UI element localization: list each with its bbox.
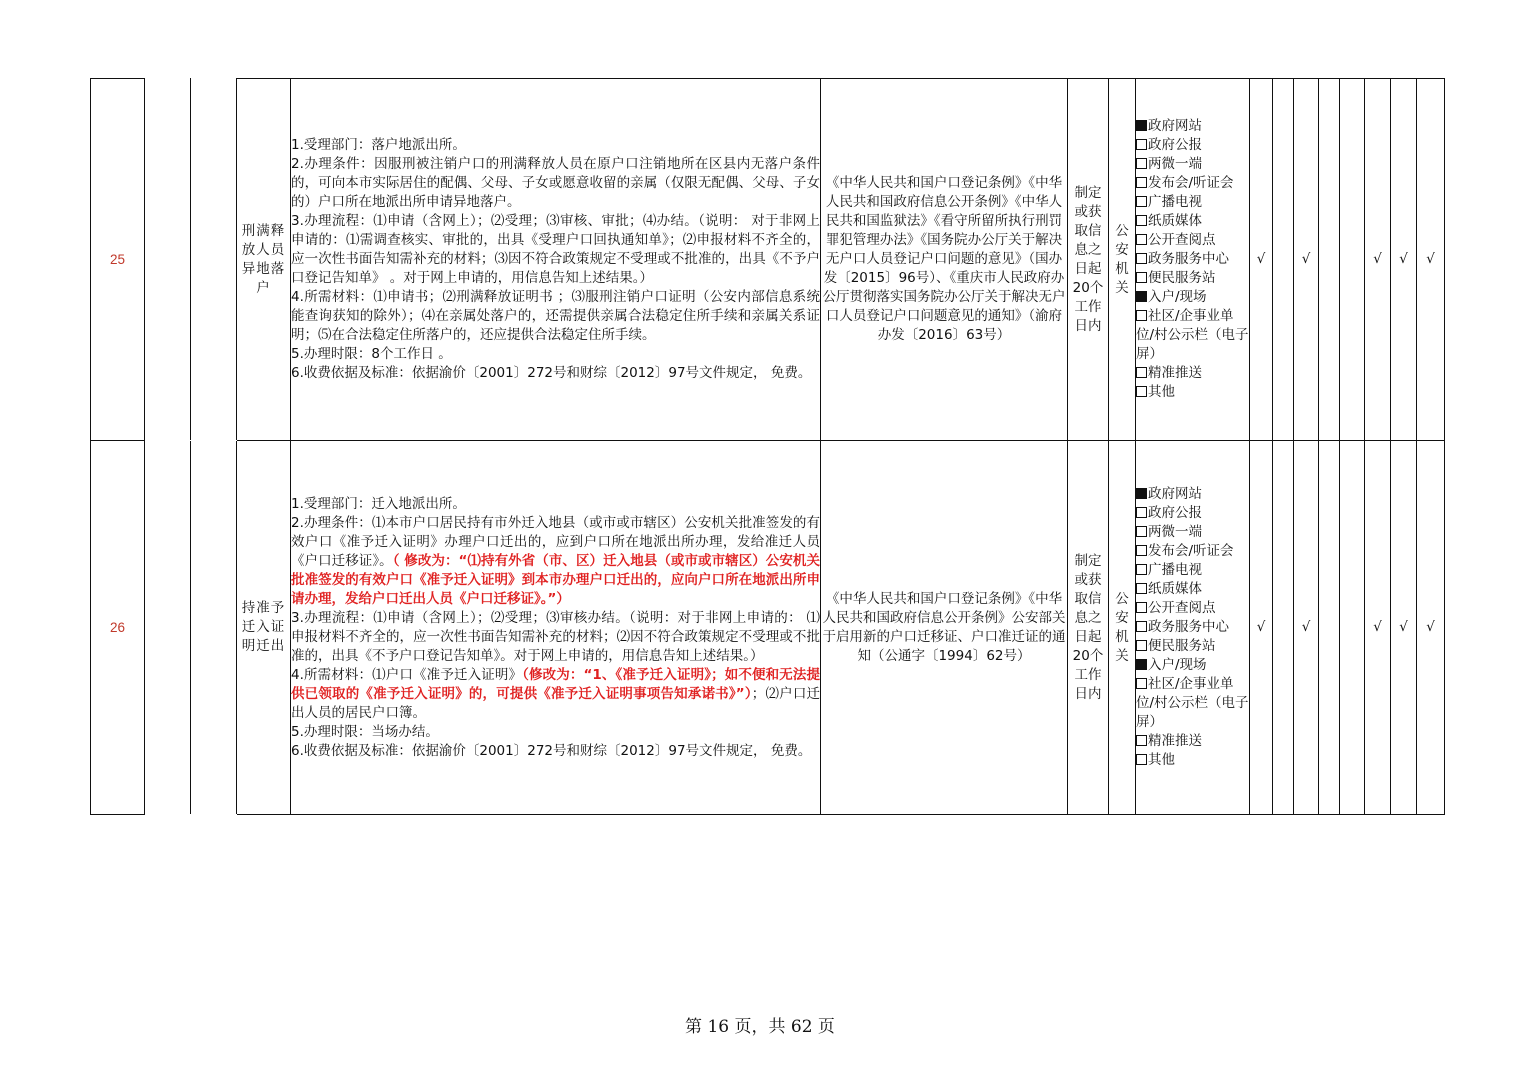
content-paragraph	[291, 666, 820, 723]
channel-label: 便民服务站	[1148, 638, 1216, 654]
sequence-number: 26	[91, 441, 145, 815]
checked-box-icon	[1136, 291, 1147, 302]
unchecked-box-icon	[1136, 545, 1147, 556]
unchecked-box-icon	[1136, 215, 1147, 226]
sequence-number: 25	[91, 79, 145, 441]
disclosure-channels	[1136, 441, 1250, 815]
page-footer: 第 16 页，共 62 页	[685, 1017, 835, 1037]
channel-option	[1136, 732, 1249, 751]
channel-option	[1136, 599, 1249, 618]
channel-option	[1136, 212, 1249, 231]
content-text: 2.办理条件：⑴本市户口居民持有市外迁入地县（或市或市辖区）公安机关批准签发的有效户口《准予迁入证明》办理户口迁出的，应到户口所在地派出所办理，发给准迁人员《户口迁移证》。	[291, 514, 820, 569]
content-paragraph	[291, 136, 820, 155]
channel-label: 公开查阅点	[1148, 600, 1216, 616]
table-row	[91, 441, 1445, 815]
checked-box-icon	[1136, 120, 1147, 131]
content-paragraph	[291, 742, 820, 761]
content-text: 1.受理部门：迁入地派出所。	[291, 495, 466, 512]
channel-label: 精准推送	[1148, 733, 1202, 749]
unchecked-box-icon	[1136, 621, 1147, 632]
check-mark-cell	[1273, 79, 1294, 441]
check-mark-cell	[1319, 441, 1340, 815]
check-mark-cell: √	[1417, 441, 1445, 815]
unchecked-box-icon	[1136, 526, 1147, 537]
check-mark-cell: √	[1250, 79, 1273, 441]
content-text: 5.办理时限：8个工作日 。	[291, 346, 452, 362]
unchecked-box-icon	[1136, 640, 1147, 651]
unchecked-box-icon	[1136, 310, 1147, 321]
channel-option	[1136, 675, 1249, 732]
content-text: ；⑵户口迁出人员的居民户口簿。	[291, 685, 820, 721]
content-paragraph	[291, 155, 820, 212]
check-mark-cell: √	[1391, 441, 1417, 815]
check-mark-cell	[1319, 79, 1340, 441]
channel-label: 公开查阅点	[1148, 232, 1216, 248]
channel-option	[1136, 231, 1249, 250]
table-row	[91, 79, 1445, 441]
check-mark-cell: √	[1365, 79, 1391, 441]
content-text: 1.受理部门：落户地派出所。	[291, 137, 466, 153]
channel-option	[1136, 580, 1249, 599]
unchecked-box-icon	[1136, 139, 1147, 150]
channel-label: 精准推送	[1148, 365, 1202, 381]
channel-option	[1136, 174, 1249, 193]
content-paragraph	[291, 609, 820, 666]
channel-option	[1136, 250, 1249, 269]
channel-option	[1136, 155, 1249, 174]
unchecked-box-icon	[1136, 272, 1147, 283]
blank-cell-2	[191, 79, 237, 441]
item-content	[291, 441, 821, 815]
channel-label: 入户/现场	[1148, 657, 1207, 673]
check-mark-cell: √	[1417, 79, 1445, 441]
channel-label: 广播电视	[1148, 562, 1202, 578]
blank-cell-1	[145, 79, 191, 441]
unchecked-box-icon	[1136, 367, 1147, 378]
disclosure-time: 制定或获取信息之日起20个工作日内	[1068, 79, 1109, 441]
channel-label: 纸质媒体	[1148, 581, 1202, 597]
unchecked-box-icon	[1136, 386, 1147, 397]
unchecked-box-icon	[1136, 253, 1147, 264]
unchecked-box-icon	[1136, 507, 1147, 518]
content-text: 6.收费依据及标准：依据渝价〔2001〕272号和财综〔2012〕97号文件规定， 免费。	[291, 365, 812, 381]
check-mark-cell: √	[1365, 441, 1391, 815]
channel-label: 社区/企事业单位/村公示栏（电子屏）	[1136, 308, 1249, 362]
channel-option	[1136, 136, 1249, 155]
channel-label: 政务服务中心	[1148, 251, 1229, 267]
channel-label: 政府网站	[1148, 118, 1202, 134]
channel-label: 政府公报	[1148, 137, 1202, 153]
channel-option	[1136, 523, 1249, 542]
channel-option	[1136, 656, 1249, 675]
responsible-org: 公安机关	[1109, 79, 1136, 441]
channel-label: 社区/企事业单位/村公示栏（电子屏）	[1136, 676, 1249, 730]
unchecked-box-icon	[1136, 735, 1147, 746]
channel-option	[1136, 751, 1249, 770]
disclosure-table	[90, 78, 1445, 815]
content-paragraph	[291, 723, 820, 742]
disclosure-channels	[1136, 79, 1250, 441]
legal-basis: 《中华人民共和国户口登记条例》《中华人民共和国政府信息公开条例》公安部关于启用新的户口迁移证、户口准迁证的通知（公通字〔1994〕62号）	[821, 441, 1068, 815]
content-paragraph	[291, 364, 820, 383]
checked-box-icon	[1136, 488, 1147, 499]
item-name: 持准予迁入证明迁出	[237, 441, 291, 815]
channel-label: 政务服务中心	[1148, 619, 1229, 635]
unchecked-box-icon	[1136, 234, 1147, 245]
content-text: 3.办理流程：⑴申请（含网上）；⑵受理；⑶审核、审批；⑷办结。（说明： 对于非网上申请的：⑴需调查核实、审批的，出具《受理户口回执通知单》；⑵申报材料不齐全的，应一次性书面告知需补充的材料；⑶因不符合政策规定不受理或不批准的，出具《不予户口登记告知单》 。对于网上申请的，用信息告知上述结果。）	[291, 213, 820, 286]
content-paragraph	[291, 495, 820, 514]
channel-label: 纸质媒体	[1148, 213, 1202, 229]
check-mark-cell: √	[1294, 79, 1319, 441]
channel-option	[1136, 504, 1249, 523]
unchecked-box-icon	[1136, 754, 1147, 765]
legal-basis: 《中华人民共和国户口登记条例》《中华人民共和国政府信息公开条例》《中华人民共和国监狱法》《看守所留所执行刑罚罪犯管理办法》《国务院办公厅关于解决无户口人员登记户口问题的意见》（国办发〔2015〕96号）、《重庆市人民政府办公厅贯彻落实国务院办公厅关于解决无户口人员登记户口问题意见的通知》（渝府办发〔2016〕63号）	[821, 79, 1068, 441]
channel-label: 其他	[1148, 384, 1175, 400]
content-text: 4.所需材料：⑴申请书；⑵刑满释放证明书 ；⑶服刑注销户口证明（公安内部信息系统能查询获知的除外）；⑷在亲属处落户的，还需提供亲属合法稳定住所手续和亲属关系证明；⑸在合法稳定住所落户的，还应提供合法稳定住所手续。	[291, 289, 820, 343]
content-paragraph	[291, 514, 820, 609]
disclosure-time: 制定或获取信息之日起20个工作日内	[1068, 441, 1109, 815]
unchecked-box-icon	[1136, 602, 1147, 613]
unchecked-box-icon	[1136, 583, 1147, 594]
unchecked-box-icon	[1136, 678, 1147, 689]
channel-option	[1136, 637, 1249, 656]
check-mark-cell: √	[1391, 79, 1417, 441]
channel-option	[1136, 485, 1249, 504]
channel-option	[1136, 307, 1249, 364]
unchecked-box-icon	[1136, 196, 1147, 207]
item-name: 刑满释放人员异地落户	[237, 79, 291, 441]
channel-option	[1136, 117, 1249, 136]
content-paragraph	[291, 288, 820, 345]
responsible-org: 公安机关	[1109, 441, 1136, 815]
checked-box-icon	[1136, 659, 1147, 670]
channel-option	[1136, 364, 1249, 383]
channel-option	[1136, 193, 1249, 212]
check-mark-cell	[1340, 79, 1365, 441]
channel-label: 政府公报	[1148, 505, 1202, 521]
channel-label: 广播电视	[1148, 194, 1202, 210]
unchecked-box-icon	[1136, 177, 1147, 188]
blank-cell-1	[145, 441, 191, 815]
channel-label: 两微一端	[1148, 524, 1202, 540]
check-mark-cell	[1273, 441, 1294, 815]
channel-label: 入户/现场	[1148, 289, 1207, 305]
content-paragraph	[291, 345, 820, 364]
blank-cell-2	[191, 441, 237, 815]
unchecked-box-icon	[1136, 564, 1147, 575]
revision-note: （修改为：“1、《准予迁入证明》；如不便和无法提供已领取的《准予迁入证明》的，可提供《准予迁入证明事项告知承诺书》”）	[291, 666, 820, 702]
check-mark-cell	[1340, 441, 1365, 815]
channel-label: 发布会/听证会	[1148, 175, 1234, 191]
check-mark-cell: √	[1250, 441, 1273, 815]
channel-option	[1136, 269, 1249, 288]
content-paragraph	[291, 212, 820, 288]
channel-option	[1136, 542, 1249, 561]
channel-label: 政府网站	[1148, 486, 1202, 502]
channel-label: 两微一端	[1148, 156, 1202, 172]
channel-option	[1136, 288, 1249, 307]
check-mark-cell: √	[1294, 441, 1319, 815]
channel-option	[1136, 383, 1249, 402]
item-content	[291, 79, 821, 441]
channel-option	[1136, 561, 1249, 580]
content-text: 3.办理流程：⑴申请（含网上）；⑵受理；⑶审核办结。（说明：对于非网上申请的： ⑴申报材料不齐全的，应一次性书面告知需补充的材料；⑵因不符合政策规定不受理或不批准的，出具《不予户口登记告知单》。对于网上申请的，用信息告知上述结果。）	[291, 609, 820, 664]
revision-note: （ 修改为：“⑴持有外省（市、区）迁入地县（或市或市辖区）公安机关批准签发的有效户口《准予迁入证明》到本市办理户口迁出的，应向户口所在地派出所申请办理，发给户口迁出人员《户口迁移证》。”）	[291, 552, 820, 607]
content-text: 2.办理条件：因服刑被注销户口的刑满释放人员在原户口注销地所在区县内无落户条件的，可向本市实际居住的配偶、父母、子女或愿意收留的亲属（仅限无配偶、父母、子女的）户口所在地派出所申请异地落户。	[291, 156, 820, 210]
channel-label: 其他	[1148, 752, 1175, 768]
content-text: 6.收费依据及标准：依据渝价〔2001〕272号和财综〔2012〕97号文件规定， 免费。	[291, 742, 812, 759]
content-text: 5.办理时限：当场办结。	[291, 723, 439, 740]
unchecked-box-icon	[1136, 158, 1147, 169]
content-text: 4.所需材料：⑴户口《准予迁入证明》	[291, 666, 523, 683]
channel-option	[1136, 618, 1249, 637]
channel-label: 发布会/听证会	[1148, 543, 1234, 559]
channel-label: 便民服务站	[1148, 270, 1216, 286]
